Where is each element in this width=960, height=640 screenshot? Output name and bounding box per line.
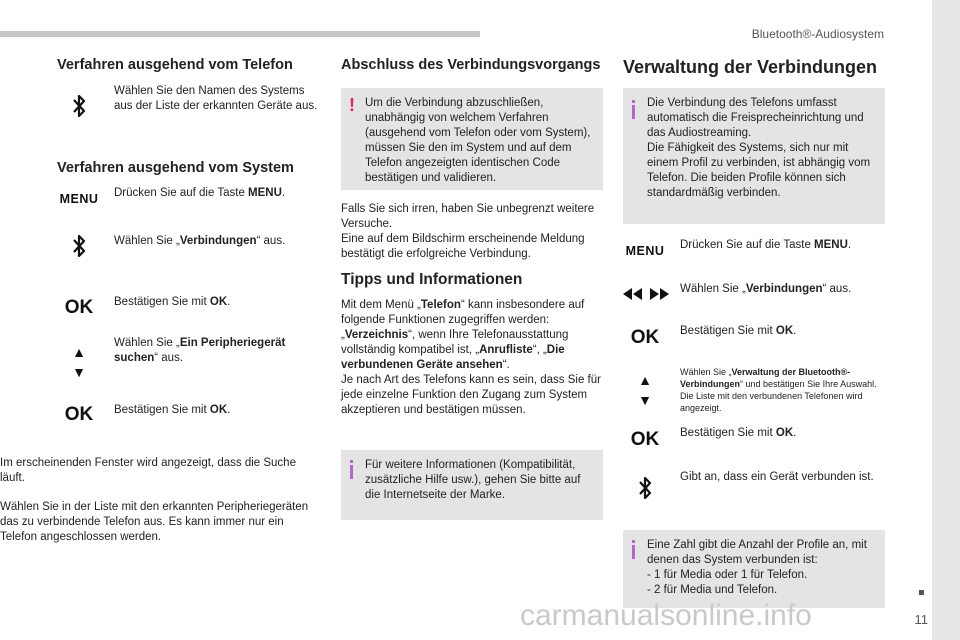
section-heading-system: Verfahren ausgehend vom System <box>57 160 294 176</box>
step-text: Wählen Sie „Verbindungen“ aus. <box>114 235 286 247</box>
paragraph-select-phone: Wählen Sie in der Liste mit den erkannten Peripheriegeräten das zu verbindende Telefon aus. Es kann immer nur ein Telefon angeschlossen werden. <box>0 501 309 543</box>
paragraph-retry: Falls Sie sich irren, haben Sie unbegrenzt weitere Versuche. Eine auf dem Bildschirm erscheinende Meldung bestätigt die erfolgreiche Verbindung. <box>341 203 595 260</box>
info-icon <box>632 540 635 559</box>
column-completion <box>341 56 603 576</box>
up-down-arrows-icon: ▲ ▼ <box>638 372 652 409</box>
info-icon <box>632 100 635 119</box>
bluetooth-icon <box>623 474 667 502</box>
step-select-connections <box>623 282 885 312</box>
column-manage-connections <box>623 56 885 616</box>
step-confirm-ok-2 <box>57 400 322 430</box>
step-text: Gibt an, dass ein Gerät verbunden ist. <box>680 471 874 483</box>
ok-button-icon: OK <box>630 429 660 450</box>
section-heading-completion: Abschluss des Verbindungsvorgangs <box>341 57 601 73</box>
page-header-title: Bluetooth®-Audiosystem <box>751 27 884 41</box>
step-select-connections <box>57 228 322 268</box>
step-confirm-ok <box>623 322 885 352</box>
bluetooth-icon <box>57 92 101 120</box>
warning-text: Um die Verbindung abzuschließen, unabhängig von welchem Verfahren (ausgehend vom Telefon oder vom System), müssen Sie den im System und auf dem Telefon angezeigten identischen Code bestätigen und validieren. <box>365 97 591 184</box>
info-box-connection <box>623 88 885 224</box>
step-text: Bestätigen Sie mit OK. <box>114 296 231 308</box>
paragraph-search-running: Im erscheinenden Fenster wird angezeigt, dass die Suche läuft. <box>0 457 296 484</box>
step-text: Wählen Sie „Verwaltung der Bluetooth®-Verbindungen“ und bestätigen Sie Ihre Auswahl. Die Liste mit den verbundenen Telefonen wird angezeigt. <box>680 367 877 414</box>
section-heading-manage: Verwaltung der Verbindungen <box>623 57 878 77</box>
up-down-arrows-icon: ▲ ▼ <box>72 344 86 381</box>
page-number: 11 <box>914 612 928 627</box>
step-text: Bestätigen Sie mit OK. <box>680 325 797 337</box>
step-text: Bestätigen Sie mit OK. <box>114 404 231 416</box>
header-rule <box>0 31 480 37</box>
menu-button-icon: MENU <box>625 244 665 258</box>
bluetooth-icon <box>57 232 101 260</box>
ok-button-icon: OK <box>630 327 660 348</box>
section-heading-phone: Verfahren ausgehend vom Telefon <box>57 57 293 73</box>
section-heading-tips: Tipps und Informationen <box>341 271 523 288</box>
ok-button-icon: OK <box>64 297 94 318</box>
left-right-arrows-icon <box>623 287 667 301</box>
warning-icon: ! <box>349 95 355 115</box>
ok-button-icon: OK <box>64 404 94 425</box>
step-confirm-ok <box>57 292 322 322</box>
info-text: Eine Zahl gibt die Anzahl der Profile an, mit denen das System verbunden ist: <box>647 539 867 566</box>
profile-list-item: - 2 für Media und Telefon. <box>647 583 778 596</box>
watermark-logo: carmanualsonline.info <box>520 599 812 632</box>
step-text: Wählen Sie den Namen des Systems aus der Liste der erkannten Geräte aus. <box>114 85 318 112</box>
step-text: Wählen Sie „Verbindungen“ aus. <box>680 283 852 295</box>
step-manage-bluetooth <box>623 366 885 414</box>
paragraph-tips: Mit dem Menü „Telefon“ kann insbesondere auf folgende Funktionen zugegriffen werden: „Verzeichnis“, wenn Ihre Telefonausstattung vollständig kompatibel ist, „Anrufliste“, „Die verbundenen Geräte ansehen“. Je nach Art des Telefons kann es sein, dass Sie für jede einzelne Funktion den Zugang zum System akzeptieren und bestätigen müssen. <box>341 299 601 416</box>
step-text: Drücken Sie auf die Taste MENU. <box>680 239 852 251</box>
column-phone-procedure <box>0 56 322 576</box>
step-text: Drücken Sie auf die Taste MENU. <box>114 187 286 199</box>
step-confirm-ok-2 <box>623 424 885 454</box>
warning-box <box>341 88 603 190</box>
info-icon <box>350 460 353 479</box>
step-search-device <box>57 336 322 382</box>
info-box <box>341 450 603 520</box>
step-text: Wählen Sie „Ein Peripheriegerät suchen“ aus. <box>114 337 286 364</box>
info-text: Für weitere Informationen (Kompatibilität, zusätzliche Hilfe usw.), gehen Sie bitte auf die Internetseite der Marke. <box>365 459 581 501</box>
step-text: Bestätigen Sie mit OK. <box>680 427 797 439</box>
step-device-connected <box>623 470 885 514</box>
menu-button-icon: MENU <box>59 192 99 206</box>
info-text: Die Verbindung des Telefons umfasst automatisch die Freisprecheinrichtung und das Audiostreaming. Die Fähigkeit des Systems, sich nur mit einem Profil zu verbinden, ist abhängig vom Telefon. Die beiden Profile können sich standardmäßig verbinden. <box>647 97 871 199</box>
page-marker <box>919 590 924 595</box>
step-press-menu <box>623 238 885 268</box>
page-side-bar <box>932 0 960 640</box>
step-press-menu <box>57 186 322 216</box>
step-phone-select <box>57 84 322 132</box>
profile-list-item: - 1 für Media oder 1 für Telefon. <box>647 568 808 581</box>
